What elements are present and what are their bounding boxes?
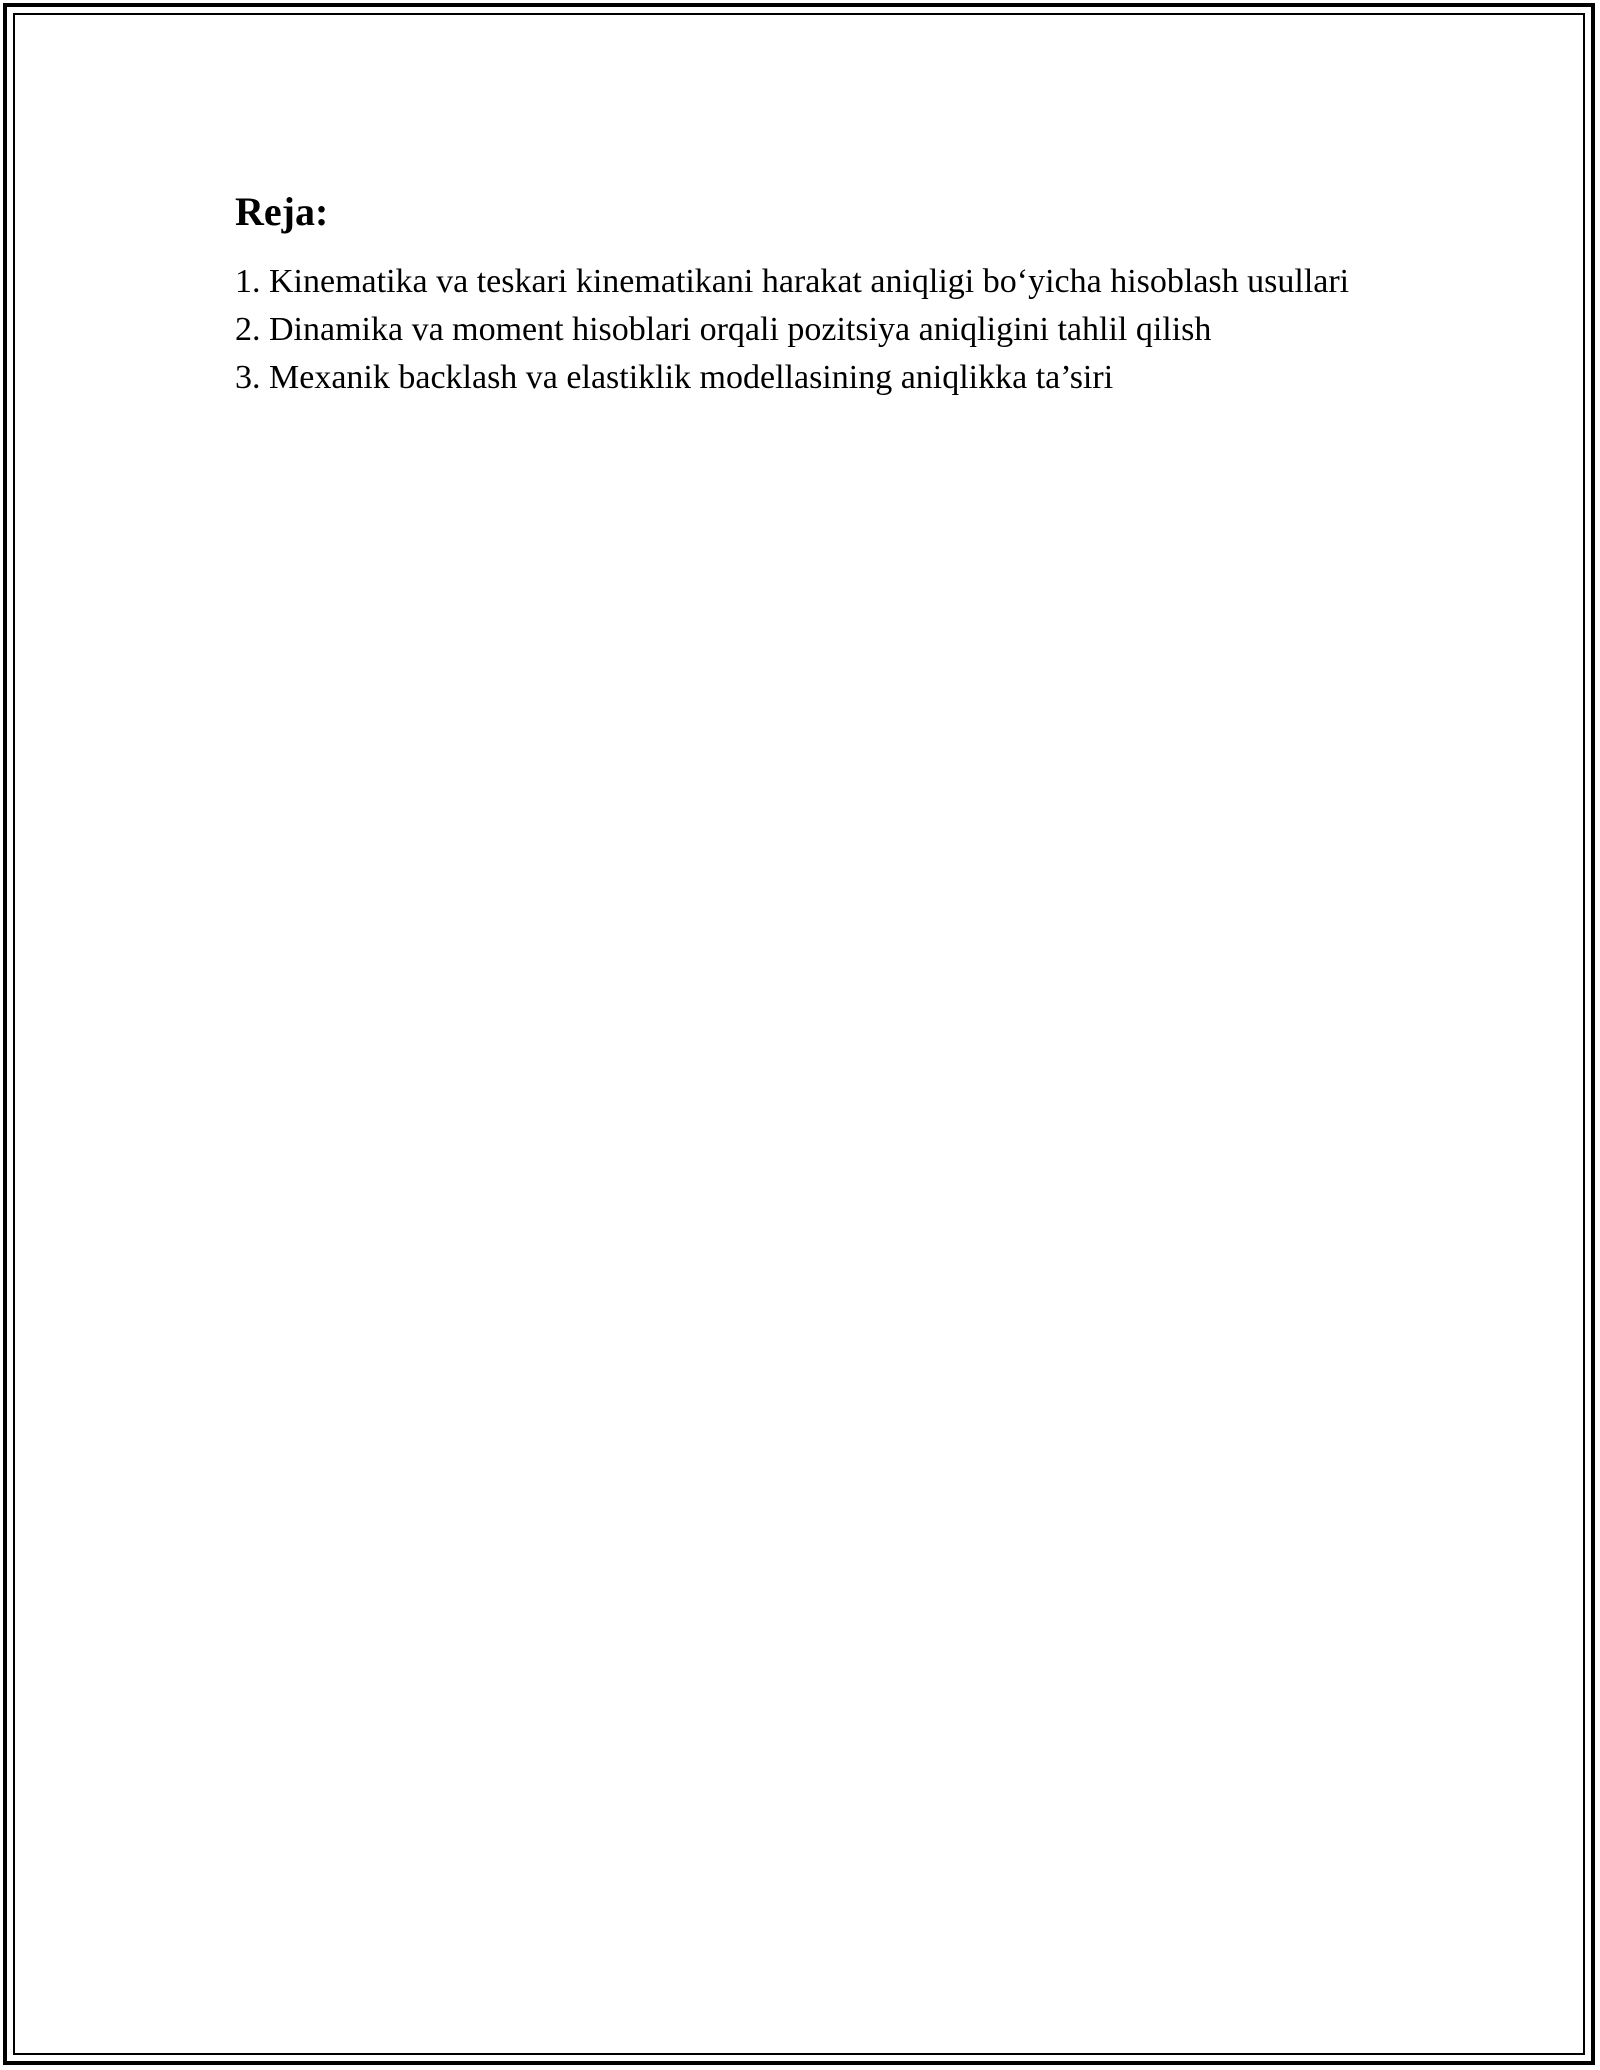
plan-item-3: 3. Mexanik backlash va elastiklik modellasining aniqlikka ta’siri <box>235 359 1114 396</box>
plan-heading: Reja: <box>235 189 329 234</box>
document-content <box>235 186 1385 402</box>
plan-item-2: 2. Dinamika va moment hisoblari orqali pozitsiya aniqligini tahlil qilish <box>235 311 1212 348</box>
plan-item-1: 1. Kinematika va teskari kinematikani harakat aniqligi bo‘yicha hisoblash usullari <box>235 263 1350 300</box>
plan-list <box>235 258 1385 402</box>
